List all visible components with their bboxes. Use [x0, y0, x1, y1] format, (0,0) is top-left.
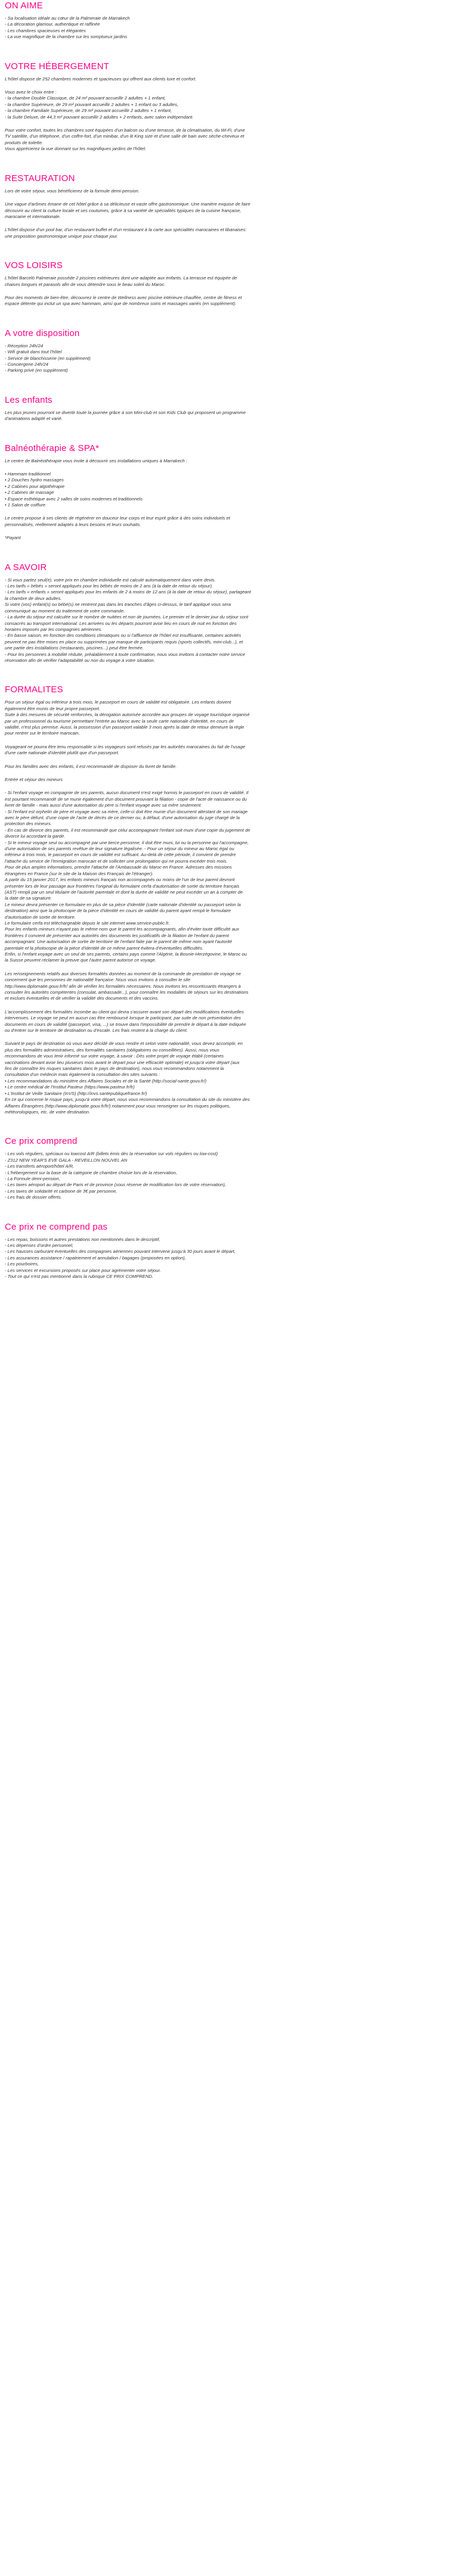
section-body	[5, 577, 447, 664]
paragraph	[5, 764, 447, 770]
section-title: FORMALITES	[5, 685, 63, 695]
text-line: Pour des moments de bien-être, découvrez le centre de Wellness avec piscine intérieure chauffée, centre de fitness et	[5, 294, 242, 300]
text-line: intervenues. Le voyage ne peut en aucun cas être remboursé lorsque le participant, par suite de non présentation des	[5, 1015, 241, 1021]
text-line: - Les taxes de solidarité et carbone de 3€ par personne,	[5, 1188, 117, 1194]
section-body	[5, 1237, 447, 1280]
text-line: communiqué au moment du traitement de votre commande.	[5, 608, 125, 614]
text-line: - Les pourboires,	[5, 1261, 39, 1267]
paragraph	[5, 227, 447, 239]
text-line: une partie des installations (restaurants, piscines...) peut être fermée.	[5, 645, 144, 651]
text-line: avec le père défunt, d'une copie de l'acte de décès de ce dernier ou, à défaut, d'une autorisation du juge chargé de la	[5, 815, 240, 821]
hotel-description-page	[0, 0, 452, 1280]
text-line: également être munis de leur propre passeport.	[5, 705, 100, 711]
text-line: - Les assurances assistance / rapatriement et annulation / bagages (proposées en option),	[5, 1255, 186, 1261]
text-line: plus des formalités administratives, des formalités sanitaires (obligatoires ou conseillées). Aussi, nous vous	[5, 1047, 219, 1053]
text-line: - Les transferts aéroport/hôtel A/R,	[5, 1163, 75, 1169]
section-1	[5, 61, 447, 153]
text-line: marocaine et internationale.	[5, 213, 61, 219]
text-line: réservation afin de vérifier l'adaptabilité ou non du voyage à votre situation.	[5, 657, 155, 663]
paragraph	[5, 127, 447, 153]
text-line: Le centre propose à ses clients de régénérer en douceur leur corps et leur esprit grâce à des soins individuels et	[5, 515, 230, 521]
text-line: - La décoration glamour, authentique et raffinée	[5, 21, 100, 27]
text-line: - Les vols réguliers, spéciaux ou lowcost A/R (billets émis dès la réservation sur vols réguliers ou low-cost)	[5, 1151, 218, 1157]
text-line: • Le centre médical de l'Institut Pasteur (https://www.pasteur.fr/fr)	[5, 1084, 135, 1090]
section-body	[5, 275, 447, 307]
text-line: - Les tarifs « enfants » seront appliqués pour les enfants de 2 à moins de 12 ans (à la date de retour du séjour), partageant	[5, 589, 251, 595]
text-line: consultation d'un médecin mais également la consultation des sites suivants :	[5, 1072, 160, 1078]
text-line: Le centre de Balnéothérapie vous invite à découvrir ses installations uniques à Marrakech :	[5, 458, 188, 463]
text-line: inférieur à trois mois, le passeport en cours de validité est suffisant. Au-delà de cette période, il convient de prendre	[5, 852, 236, 858]
text-line: - la Suite Deluxe, de 44,3 m² pouvant accueillir 2 adultes + 2 enfants, avec salon indépendant.	[5, 114, 194, 120]
text-line: parentale et la photocopie de la pièce d'identité de ce même parent évitera d'éventuelles difficultés.	[5, 945, 204, 951]
text-line: d'une carte nationale d'identité plutôt que d'un passeport.	[5, 750, 119, 756]
text-line: L'hôtel Barceló Palmeraie possède 2 piscines extérieures dont une adaptée aux enfants. La terrasse est équipée de	[5, 275, 237, 281]
paragraph	[5, 515, 447, 528]
text-line: Vous apprécierez la vue donnant sur les magnifiques jardins de l'hôtel.	[5, 146, 147, 152]
section-title: A SAVOIR	[5, 562, 47, 573]
text-line: - Les tarifs « bébés » seront appliqués pour les bébés de moins de 2 ans (à la date de retour du séjour).	[5, 583, 213, 589]
text-line: - Les chambres spacieuses et élégantes	[5, 27, 86, 33]
section-body	[5, 15, 447, 41]
text-line: vaccinations devant avoir lieu plusieurs mois avant le départ pour une efficacité optimale) et jusqu'à votre départ (aux	[5, 1059, 240, 1065]
section-9	[5, 1135, 447, 1200]
text-line: - En basse saison, en fonction des conditions climatiques ou si l'affluence de l'hôtel est insuffisante, certaines activités	[5, 633, 242, 639]
text-line: - La Formule demi-pension,	[5, 1175, 60, 1181]
text-line: frontières il convient de présenter aux autorités des documents les justificatifs de la filiation de l'enfant du parent	[5, 932, 229, 938]
section-title: ON AIME	[5, 1, 43, 11]
text-line: • 2 Cabines de massage	[5, 490, 54, 496]
text-line: - Parking privé (en supplément)	[5, 368, 68, 374]
paragraph	[5, 577, 447, 664]
section-title: Ce prix comprend	[5, 1136, 78, 1147]
paragraph	[5, 471, 447, 508]
text-line: - Service de blanchisserie (en supplément)	[5, 355, 91, 361]
text-line: - Les services et excursions proposés sur place pour agrémenter votre séjour.	[5, 1267, 161, 1273]
text-line: consacrés au transport international. Les arrivées ou les départs pourront avoir lieu en cours de nuit en fonction des	[5, 620, 237, 626]
text-line: protection des mineurs.	[5, 821, 52, 827]
text-line: (AST) rempli par un seul titulaire de l'autorité parentale et dont la durée de validité ne peut excéder un an à compter de	[5, 889, 243, 895]
section-title: RESTAURATION	[5, 173, 75, 183]
text-line: Le mineur devra présenter ce formulaire en plus de sa pièce d'identité (carte nationale d'identité ou passeport selon la	[5, 901, 241, 907]
paragraph	[5, 89, 447, 120]
text-line: - la chambre Supérieure, de 29 m² pouvant accueillir 2 adultes + 1 enfant ou 3 adultes,	[5, 101, 179, 107]
section-10	[5, 1221, 447, 1280]
text-line: concernent que les personnes de nationalité française. Nous vous invitons à consulter le site	[5, 977, 191, 983]
text-line: une proposition gastronomique unique pour chaque jour.	[5, 233, 119, 239]
text-line: - Les frais de dossier offerts.	[5, 1194, 62, 1200]
section-6	[5, 443, 447, 542]
section-5	[5, 394, 447, 422]
paragraph	[5, 1151, 447, 1200]
paragraph	[5, 343, 447, 374]
text-line: Pour les familles avec des enfants, il est recommandé de disposer du livret de famille.	[5, 763, 177, 769]
paragraph	[5, 410, 447, 422]
text-line: l'attache du service de l'Immigration marocain et de solliciter une prolongation qui ne pourra excéder trois mois.	[5, 858, 228, 864]
section-title: Balnéothérapie & SPA*	[5, 443, 100, 453]
section-title: Les enfants	[5, 394, 52, 405]
text-line: destination) ainsi que la photocopie de la pièce d'identité en cours de validité du parent ayant rempli le formulaire	[5, 908, 231, 914]
text-line: par un professionnel du tourisme permettant l'entrée au Maroc avec la seule carte nationale d'identité, en cours de	[5, 718, 234, 724]
text-line: Suite à des mesures de sécurité renforcées, la dérogation autorisée accordée aux groupes de voyage touristique organisé	[5, 712, 250, 718]
text-line: - Si vous partez seul(e), votre prix en chambre individuelle est calculé automatiquement dans votre devis.	[5, 577, 216, 583]
paragraph	[5, 971, 447, 1002]
text-line: Suivant le pays de destination où vous avez décidé de vous rendre et selon votre nationalité, vous devez accomplir, en	[5, 1041, 243, 1047]
text-line: Les renseignements relatifs aux diverses formalités données au moment de la commande de prestation de voyage ne	[5, 970, 241, 976]
text-line: - Réception 24h/24	[5, 343, 44, 349]
paragraph	[5, 1237, 447, 1280]
text-line: http://www.diplomatie.gouv.fr/fr/ afin de vérifier les formalités nécessaires. Nous invitons les ressortissants étrangers à	[5, 983, 241, 989]
text-line: • 2 Cabines pour algothérapie	[5, 483, 65, 489]
text-line: Lors de votre séjour, vous bénéficierez de la formule demi-pension.	[5, 188, 140, 194]
text-line: Pour un séjour égal ou inférieur à trois mois, le passeport en cours de validité est obligatoire. Les enfants doivent	[5, 699, 231, 705]
text-line: présenter lors de leur passage aux frontières l'original du formulaire cerfa d'autorisation de sortie du territoire français	[5, 883, 240, 889]
section-2	[5, 173, 447, 239]
text-line: - Les hausses carburant éventuelles des compagnies aériennes pouvant intervenir jusqu'à 30 jours avant le départ,	[5, 1249, 236, 1255]
text-line: • 2 Douches hydro massages	[5, 477, 64, 483]
section-body	[5, 76, 447, 153]
text-line: L'hôtel dispose d'un pool bar, d'un restaurant buffet et d'un restaurant à la carte aux spécialités marocaines et libanaises:	[5, 227, 247, 233]
text-line: - Si l'enfant est orphelin de père et voyage avec sa mère, celle-ci doit être munie d'un document attestant de son mariage	[5, 808, 248, 814]
text-line: Une vague d'arômes émane de cet hôtel grâce à sa délicieuse et vaste offre gastronomique. Une manière exquise de faire	[5, 201, 250, 207]
text-line: d'une autorisation de ses parents revêtue de leur signature légalisée. - Pour un séjour du mineur au Maroc égal ou	[5, 846, 234, 852]
text-line: Le formulaire cerfa est téléchargeable depuis le site internet www.service-public.fr.	[5, 920, 170, 926]
text-line: - Si l'enfant voyage en compagnie de ses parents, aucun document n'est exigé hormis le passeport en cours de validité. Il	[5, 790, 249, 796]
text-line: Entrée et séjour des mineurs	[5, 777, 63, 782]
paragraph	[5, 201, 447, 220]
text-line: • L'Institut de Veille Sanitaire (InVS) (http://invs.santepubliquefrance.fr/)	[5, 1090, 147, 1096]
paragraph	[5, 188, 447, 194]
text-line: Voyageant ne pourra être tenu responsable si les voyageurs sont refusés par les autorités marocaines du fait de l'usage	[5, 743, 246, 749]
text-line: personnalisés, réellement adaptés à leurs besoins et leurs souhaits.	[5, 521, 141, 527]
text-line: • Hammam traditionnel	[5, 471, 51, 477]
text-line: est pourtant recommandé de se munir également d'un document prouvant la filiation - copie de l'acte de naissance ou du	[5, 796, 247, 802]
paragraph	[5, 275, 447, 288]
paragraph	[5, 295, 447, 307]
text-line: livret de famille - mais aussi d'une autorisation du père si l'enfant voyage avec sa mère seulement.	[5, 802, 202, 808]
text-line: divorce lui accordant la garde.	[5, 833, 66, 839]
text-line: A partir du 15 janvier 2017, les enfants mineurs français non accompagnés ou moins de l'un de leur parent devront	[5, 877, 235, 883]
section-4	[5, 328, 447, 374]
section-body	[5, 188, 447, 239]
paragraph	[5, 15, 447, 41]
text-line: Affaires Étrangères (http://www.diplomatie.gouv.fr/fr/) notamment pour vous renseigner sur les risques politiques,	[5, 1103, 231, 1109]
section-title: Ce prix ne comprend pas	[5, 1221, 108, 1232]
text-line: météorologiques, etc. de votre destination.	[5, 1109, 91, 1115]
text-line: accompagnant. Une autorisation de sortie de territoire de l'enfant faite par le parent de même nom ayant l'autorité	[5, 939, 233, 945]
text-line: - Les taxes aéroport au départ de Paris et de province (sous réserve de modification lors de votre réservation),	[5, 1182, 227, 1188]
text-line: fins de connaître les risques sanitaires dans le pays de destination), nous vous recommandons notamment la	[5, 1066, 224, 1072]
text-line: Vous avez le choix entre :	[5, 89, 57, 95]
paragraph	[5, 699, 447, 736]
paragraph	[5, 535, 447, 541]
text-line: pour rentrer sur le territoire marocain.	[5, 730, 80, 736]
text-line: - Les dépenses d'ordre personnel,	[5, 1242, 74, 1248]
text-line: documents en cours de validité (passeport, visa, ...) se trouve dans l'impossibilité de prendre le départ à la date indiquée	[5, 1021, 246, 1027]
text-line: - Tout ce qui n'est pas mentionné dans la rubrique CE PRIX COMPREND.	[5, 1274, 153, 1279]
text-line: • Les recommandations du ministère des Affaires Sociales et de la Santé (http://social-sante.gouv.fr/)	[5, 1078, 207, 1084]
text-line: peuvent ne pas être mises en place ou supprimées par manque de participants requis (sports collectifs, mini-club...), et	[5, 639, 243, 645]
text-line: produits de toilette.	[5, 139, 44, 145]
text-line: la chambre de deux adultes.	[5, 595, 62, 601]
text-line: - la chambre Double Classique, de 24 m² pouvant accueillir 2 adultes + 1 enfant,	[5, 95, 166, 101]
section-0	[5, 0, 447, 41]
section-title: VOTRE HÉBERGEMENT	[5, 61, 110, 71]
paragraph	[5, 1009, 447, 1034]
section-8	[5, 684, 447, 1115]
paragraph	[5, 1041, 447, 1115]
text-line: L'accomplissement des formalités incombe au client qui devra s'assurer avant son départ des modifications éventuelles	[5, 1009, 244, 1015]
text-line: la Suisse peuvent réclamer la preuve que l'autre parent autorise ce voyage.	[5, 957, 156, 963]
text-line: la date de sa signature.	[5, 895, 52, 901]
text-line: validité, n'est plus permise. Aussi, la possession d'un passeport valable 3 mois après la date de retour demeure la règle	[5, 724, 244, 730]
text-line: - La vue magnifique de la chambre sur les somptueux jardins	[5, 34, 128, 40]
text-line: En ce qui concerne le risque pays, jusqu'à votre départ, nous vous recommandons la consultation du site du ministère des	[5, 1097, 250, 1103]
text-line: espace détente qui inclut un spa avec hammam, ainsi que de nombreux soins et massages variés (en supplément).	[5, 301, 237, 307]
section-body	[5, 343, 447, 374]
text-line: d'animations adapté et varié.	[5, 416, 63, 422]
text-line: d'autorisation de sortie de territoire.	[5, 914, 76, 920]
paragraph	[5, 458, 447, 464]
text-line: - L'hébergement sur la base de la catégorie de chambre choisie lors de la réservation,	[5, 1169, 177, 1175]
paragraph	[5, 777, 447, 783]
text-line: - Les repas, boissons et autres prestations non mentionnés dans le descriptif,	[5, 1236, 160, 1242]
text-line: - Si le mineur voyage seul ou accompagné par une tierce personne, il doit être muni, lui ou la personne qui l'accompagne,	[5, 839, 249, 845]
text-line: • 1 Salon de coiffure	[5, 502, 46, 508]
text-line: recommandons de vous tenir informé sur votre voyage, à savoir : Dès votre projet de voyage établi (certaines	[5, 1053, 224, 1059]
text-line: L'hôtel dispose de 252 chambres modernes et spacieuses qui offrent aux clients luxe et confort.	[5, 76, 197, 82]
section-title: A votre disposition	[5, 328, 80, 338]
text-line: - Sa localisation idéale au cœur de la Palmeraie de Marrakech	[5, 15, 130, 21]
section-body	[5, 1151, 447, 1200]
text-line: étrangères en France (sur le site de la Maison des Français de l'étranger).	[5, 870, 154, 876]
section-3	[5, 260, 447, 307]
text-line: Pour les enfants mineurs n'ayant pas le même nom que le parent les accompagnants, afin d'éviter toute difficulté aux	[5, 926, 239, 932]
section-body	[5, 458, 447, 542]
paragraph	[5, 790, 447, 963]
text-line: - Wifi gratuit dans tout l'hôtel	[5, 349, 62, 355]
section-title: VOS LOISIRS	[5, 260, 63, 271]
text-line: Pour de plus amples informations, prendre l'attache de l'Ambassade du Maroc en France. Adresses des missions	[5, 864, 232, 870]
text-line: - la chambre Familiale Supérieure, de 29 m² pouvant accueillir 2 adultes + 1 enfant,	[5, 108, 172, 114]
section-body	[5, 699, 447, 1115]
text-line: consulter les autorités compétentes (consulat, ambassade...), pour connaître les modalités de séjours sur les destinations	[5, 990, 249, 995]
text-line: et exclues éventuelles et de vérifier la validité des documents et des vaccins.	[5, 995, 159, 1001]
text-line: - La durée du séjour est calculée sur le nombre de nuitées et non de journées. Le premier et le dernier jour du séjour sont	[5, 614, 249, 620]
paragraph	[5, 76, 447, 82]
text-line: TV satellite, d'un téléphone, d'un coffre-fort, d'un minibar, d'un lit King size et d'une salle de bain avec sèche-cheveux et	[5, 133, 244, 139]
text-line: ou d'entrer sur le territoire de destination ou d'escale. Les frais restent à la charge du client.	[5, 1028, 188, 1034]
text-line: • Espace esthétique avec 2 salles de soins modernes et traditionnels	[5, 496, 143, 502]
text-line: Les plus jeunes pourront se divertir toute la journée grâce à son Mini-club et son Kids Club qui proposent un programme	[5, 409, 246, 415]
text-line: - Z312 NEW YEAR'S EVE GALA - REVEILLON NOUVEL AN	[5, 1157, 128, 1163]
text-line: chaises longues et parasols afin de vous détendre sous le beau soleil du Maroc.	[5, 281, 166, 287]
text-line: Pour votre confort, toutes les chambres sont équipées d'un balcon ou d'une terrasse, de la climatisation, du Wi-Fi, d'une	[5, 127, 245, 133]
paragraph	[5, 744, 447, 757]
text-line: - Conciergerie 24h/24	[5, 361, 49, 367]
text-line: - Pour les personnes à mobilité réduite, préalablement à toute confirmation, nous vous invitons à contacter notre service	[5, 651, 246, 657]
text-line: Enfin, si l'enfant voyage avec un seul de ses parents, certains pays comme l'Algérie, la Bosnie-Herzégovine, le Maroc ou	[5, 951, 247, 957]
section-body	[5, 410, 447, 422]
text-line: horaires imposés par les compagnies aériennes.	[5, 626, 103, 632]
text-line: Si votre (vos) enfant(s) ou bébé(s) ne rentrent pas dans les tranches d'âges ci-dessus, le tarif appliqué vous sera	[5, 602, 231, 608]
section-7	[5, 562, 447, 664]
text-line: découvrir au client la culture locale et ses coutumes, grâce à sa variété de spécialités typiques de la cuisine française,	[5, 207, 242, 213]
text-line: *Payant	[5, 535, 21, 541]
text-line: - En cas de divorce des parents, il est recommandé que celui accompagnant l'enfant soit muni d'une copie du jugement de	[5, 827, 250, 833]
